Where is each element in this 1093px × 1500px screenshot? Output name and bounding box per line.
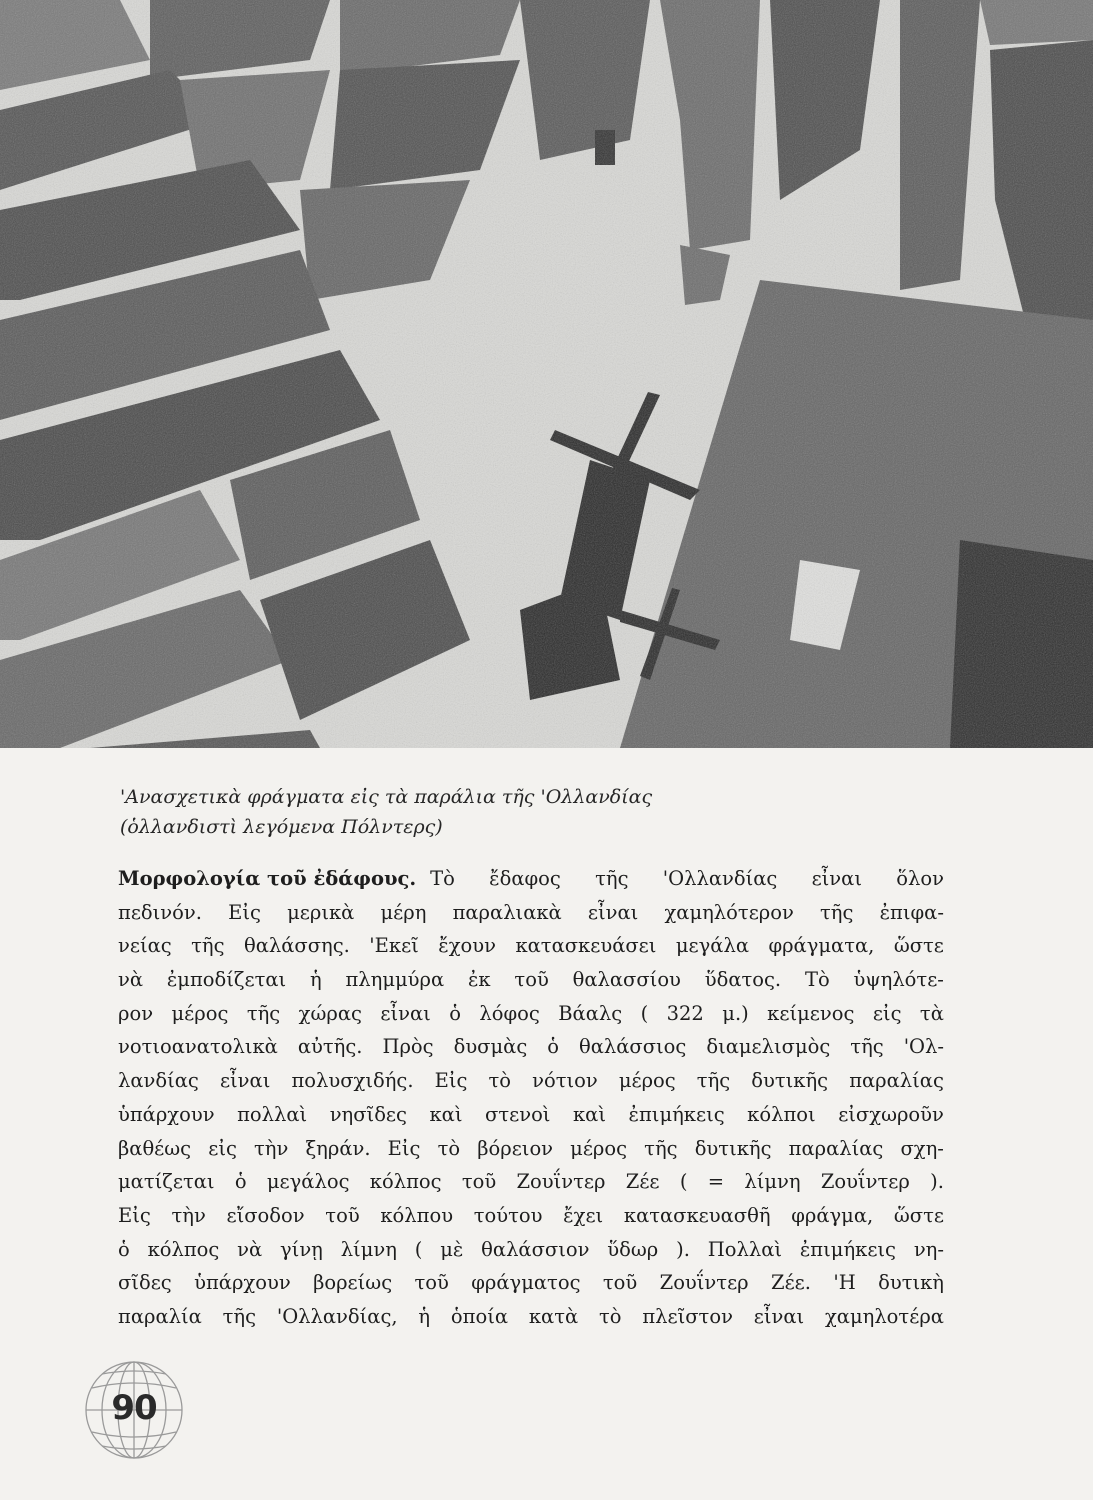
word: ἔχει <box>563 1203 604 1227</box>
word: εἶναι <box>380 1001 431 1025</box>
word: εἴσοδον <box>226 1203 305 1227</box>
text-line-content <box>118 929 944 963</box>
word: ὕδωρ <box>607 1237 659 1261</box>
word: δυτικῆς <box>751 1069 829 1093</box>
page-number: 90 <box>111 1388 157 1428</box>
word: κόλπος <box>147 1237 220 1261</box>
word: 'Εκεῖ <box>369 934 419 958</box>
word: μέρος <box>171 1001 229 1025</box>
word: μ.) <box>722 1001 749 1025</box>
word: τὸ <box>437 1136 461 1160</box>
word: ὁ <box>449 1001 461 1025</box>
word: τοῦ <box>602 1271 638 1295</box>
word: κατὰ <box>528 1304 579 1328</box>
word: φράγματα, <box>768 934 875 958</box>
word: παραλίας <box>788 1136 884 1160</box>
text-line-content <box>118 997 944 1031</box>
word: ἐκ <box>467 968 491 992</box>
word: ἡ <box>418 1304 431 1328</box>
word: κατασκευάσει <box>515 934 657 958</box>
word: παραλιακὰ <box>452 900 562 924</box>
word: 'Ολ- <box>903 1035 944 1059</box>
text-line <box>118 1300 944 1334</box>
text-line <box>118 1266 944 1300</box>
word: Βάαλς <box>558 1001 623 1025</box>
word: ὥστε <box>893 1203 944 1227</box>
word: 'Ολλανδίας, <box>276 1304 398 1328</box>
word: τῆς <box>595 867 629 890</box>
word: τοῦ <box>461 1170 497 1194</box>
word: κόλποι <box>747 1102 816 1126</box>
word: βαθέως <box>118 1136 192 1160</box>
word: ἡ <box>309 968 322 992</box>
word: μεγάλα <box>675 934 749 958</box>
word: στενοὶ <box>485 1102 551 1126</box>
word: βόρειον <box>477 1136 554 1160</box>
text-line <box>118 1165 944 1199</box>
word: τῆς <box>820 900 854 924</box>
text-line-content <box>118 1098 944 1132</box>
word: ὁποία <box>450 1304 509 1328</box>
caption-line-2: (ὁλλανδιστὶ λεγόμενα Πόλντερς) <box>120 816 443 838</box>
word: παραλίας <box>849 1069 944 1093</box>
word: πλημμύρα <box>345 968 445 992</box>
word: νησῖδες <box>329 1102 407 1126</box>
word: εἰς <box>872 1001 902 1025</box>
text-line-content <box>118 1064 944 1098</box>
word: νείας <box>118 934 172 958</box>
body-text <box>118 862 944 1334</box>
text-line <box>118 997 944 1031</box>
word: μὲ <box>440 1237 464 1261</box>
word: τῆς <box>696 1069 731 1093</box>
word: Εἰς <box>228 900 261 924</box>
word: ξηράν. <box>305 1136 371 1160</box>
word: Ζουΐντερ <box>820 1170 910 1194</box>
text-line-content <box>118 1132 944 1166</box>
word: κόλπου <box>380 1203 454 1227</box>
word: αὐτῆς. <box>297 1035 363 1059</box>
word: Εἰς <box>118 1203 151 1227</box>
word: τοῦ <box>414 1271 449 1295</box>
word: κόλπος <box>369 1170 442 1194</box>
word: τοῦ <box>514 968 549 992</box>
word: ὁ <box>547 1035 559 1059</box>
word: λανδίας <box>118 1069 199 1093</box>
word: τὴν <box>254 1136 289 1160</box>
word: δυσμὰς <box>453 1035 528 1059</box>
word: Εἰς <box>434 1069 468 1093</box>
text-line <box>118 929 944 963</box>
word: τοῦ <box>325 1203 360 1227</box>
word: γίνῃ <box>280 1237 323 1261</box>
word: Τὸ <box>430 867 455 890</box>
word: ( <box>414 1237 423 1261</box>
word: ). <box>930 1170 944 1194</box>
word: ὁ <box>118 1237 130 1261</box>
word: παραλία <box>118 1304 202 1328</box>
word: ὁ <box>234 1170 247 1194</box>
word: θαλασσίου <box>572 968 681 992</box>
word: τῆς <box>644 1136 678 1160</box>
text-line <box>118 1199 944 1233</box>
word: ἐπιμήκεις <box>799 1237 896 1261</box>
word: καὶ <box>429 1102 463 1126</box>
word: τὴν <box>171 1203 206 1227</box>
word: ( <box>679 1170 688 1194</box>
text-line <box>118 1064 944 1098</box>
word: εἶναι <box>587 900 639 924</box>
page-number-badge <box>82 1358 186 1462</box>
text-line-content <box>118 1199 944 1233</box>
word: ( <box>640 1001 649 1025</box>
word: μέρος <box>570 1136 628 1160</box>
text-line <box>118 1233 944 1267</box>
word: Ζέε. <box>771 1271 811 1295</box>
text-line <box>118 1098 944 1132</box>
word: θαλάσσιος <box>578 1035 687 1059</box>
aerial-photo <box>0 0 1093 748</box>
word: χαμηλοτέρα <box>824 1304 944 1328</box>
word: τῆς <box>850 1035 884 1059</box>
text-line <box>118 1030 944 1064</box>
word: διαμελισμὸς <box>706 1035 831 1059</box>
word: 'Η <box>833 1271 856 1295</box>
word: ὑψηλότε- <box>853 968 944 992</box>
word: εἶναι <box>753 1304 805 1328</box>
word: ἐπιφα- <box>879 900 944 924</box>
caption-line-1: 'Ανασχετικὰ φράγματα εἰς τὰ παράλια τῆς 'Ολλανδίας <box>120 786 653 808</box>
text-line-content <box>118 1266 944 1300</box>
word: πλεῖστον <box>642 1304 733 1328</box>
word: φράγματος <box>471 1271 581 1295</box>
word: νὰ <box>118 968 144 992</box>
word: εἰσχωροῦν <box>838 1102 944 1126</box>
word: φράγμα, <box>791 1203 874 1227</box>
text-line <box>118 963 944 997</box>
word: λόφος <box>479 1001 540 1025</box>
word: πολυσχιδής. <box>291 1069 414 1093</box>
text-line <box>118 1132 944 1166</box>
word: νη- <box>913 1237 944 1261</box>
word: Ζέε <box>625 1170 660 1194</box>
word: ὑπάρχουν <box>118 1102 215 1126</box>
section-heading: Μορφολογία τοῦ ἐδάφους. <box>118 867 417 890</box>
photo-caption <box>120 782 820 842</box>
word: ἐμποδίζεται <box>166 968 287 992</box>
word: ἔδαφος <box>489 867 561 890</box>
word: τῆς <box>191 934 225 958</box>
word: Πρὸς <box>382 1035 434 1059</box>
text-line <box>118 896 944 930</box>
word: πεδινόν. <box>118 900 202 924</box>
word: ματίζεται <box>118 1170 215 1194</box>
text-line-content <box>118 1300 944 1334</box>
word: τὰ <box>919 1001 944 1025</box>
word: μέρος <box>618 1069 676 1093</box>
word: Ζουΐντερ <box>516 1170 606 1194</box>
word: δυτικὴ <box>878 1271 944 1295</box>
word: σῖδες <box>118 1271 172 1295</box>
word: εἰς <box>208 1136 237 1160</box>
word: λίμνη <box>744 1170 801 1194</box>
word: ὅλον <box>896 867 944 890</box>
text-line-content <box>118 1030 944 1064</box>
word: τὸ <box>598 1304 622 1328</box>
word: χαμηλότερον <box>664 900 794 924</box>
word: τὸ <box>488 1069 512 1093</box>
word: Τὸ <box>804 968 830 992</box>
word: βορείως <box>313 1271 393 1295</box>
word: νότιον <box>532 1069 598 1093</box>
word: τῆς <box>246 1001 281 1025</box>
word: νὰ <box>237 1237 263 1261</box>
word: 'Ολλανδίας <box>662 867 778 890</box>
word: κείμενος <box>767 1001 855 1025</box>
text-line <box>118 862 944 896</box>
word: νοτιοανατολικὰ <box>118 1035 278 1059</box>
word: ). <box>676 1237 690 1261</box>
word: καὶ <box>572 1102 606 1126</box>
word: τῆς <box>222 1304 257 1328</box>
text-line-content <box>118 1165 944 1199</box>
word: σχη- <box>900 1136 944 1160</box>
word: ρον <box>118 1001 154 1025</box>
word: 322 <box>666 1001 704 1025</box>
word: λίμνη <box>340 1237 397 1261</box>
word: ἔχουν <box>438 934 496 958</box>
text-line-content <box>118 896 944 930</box>
word: = <box>707 1170 725 1194</box>
word: κατασκευασθῆ <box>623 1203 771 1227</box>
word: μερικὰ <box>287 900 355 924</box>
word: δυτικῆς <box>694 1136 772 1160</box>
word: Εἰς <box>387 1136 421 1160</box>
text-line-content <box>118 1233 944 1267</box>
text-line-content <box>430 862 944 896</box>
word: εἶναι <box>811 867 862 890</box>
word: χώρας <box>298 1001 362 1025</box>
word: ἐπιμήκεις <box>628 1102 725 1126</box>
word: θαλάσσιον <box>481 1237 590 1261</box>
word: Ζουΐντερ <box>659 1271 749 1295</box>
word: ὑπάρχουν <box>194 1271 291 1295</box>
word: μέρη <box>380 900 427 924</box>
word: Πολλαὶ <box>707 1237 783 1261</box>
text-line-content <box>118 963 944 997</box>
word: θαλάσσης. <box>243 934 350 958</box>
word: πολλαὶ <box>237 1102 308 1126</box>
word: τούτου <box>473 1203 543 1227</box>
word: ὕδατος. <box>704 968 782 992</box>
word: μεγάλος <box>266 1170 350 1194</box>
word: ὥστε <box>893 934 944 958</box>
word: εἶναι <box>219 1069 271 1093</box>
